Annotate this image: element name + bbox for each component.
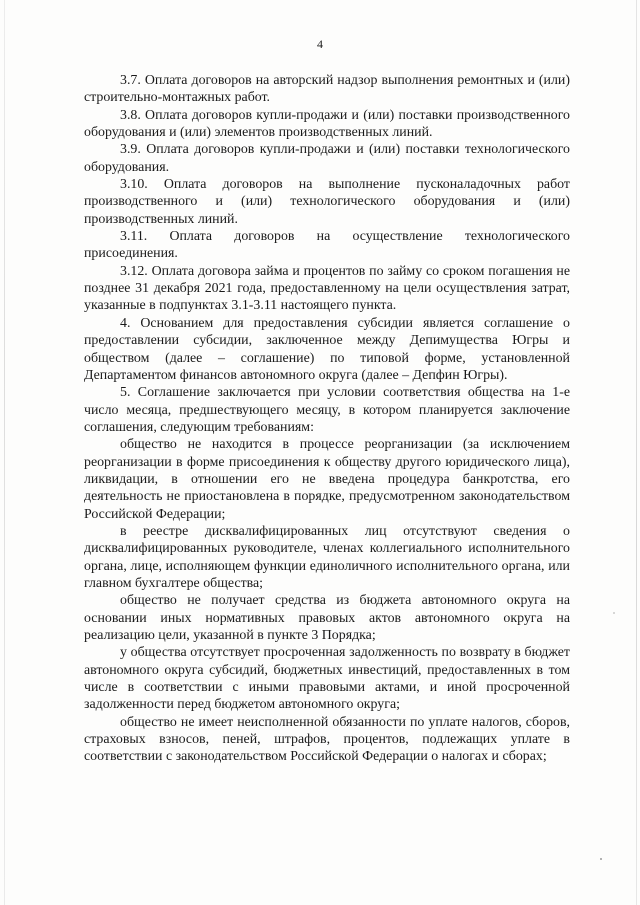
- scan-edge-left: [4, 0, 5, 905]
- paragraph-5: 5. Соглашение заключается при условии соответствия общества на 1-е число месяца, предшествующего месяцу, в котором планируется заключение соглашения, следующим требованиям:: [84, 385, 570, 435]
- document-body: [84, 72, 570, 766]
- paragraph-3-11: 3.11. Оплата договоров на осуществление технологического присоединения.: [84, 229, 570, 262]
- requirement-no-disqualified-persons: в реестре дисквалифицированных лиц отсутствуют сведения о дисквалифицированных руководителе, членах коллегиального исполнительного органа, лице, исполняющем функции единоличного исполнительного органа, или главном бухгалтере общества;: [84, 523, 570, 591]
- paragraph-3-7: 3.7. Оплата договоров на авторский надзор выполнения ремонтных и (или) строительно-монтажных работ.: [84, 73, 570, 106]
- requirement-no-overdue-debt: у общества отсутствует просроченная задолженность по возврату в бюджет автономного округа субсидий, бюджетных инвестиций, предоставленных в том числе в соответствии с иными правовыми актами, и иной просроченной задолженности перед бюджетом автономного округа;: [84, 645, 570, 713]
- requirement-no-tax-obligations: общество не имеет неисполненной обязанности по уплате налогов, сборов, страховых взносов, пеней, штрафов, процентов, подлежащих уплате в соответствии с законодательством Российской Федерации о налогах и сборах;: [84, 714, 570, 765]
- page-number: 4: [317, 37, 323, 51]
- paragraph-3-12: 3.12. Оплата договора займа и процентов по займу со сроком погашения не позднее 31 декабря 2021 года, предоставленному на цели осуществления затрат, указанные в подпунктах 3.1-3.11 настоящего пункта.: [84, 263, 570, 314]
- scan-speck: [600, 858, 602, 860]
- requirement-no-other-budget-funds: общество не получает средства из бюджета автономного округа на основании иных нормативных правовых актов автономного округа на реализацию цели, указанной в пункте 3 Порядка;: [84, 593, 570, 643]
- paragraph-4: 4. Основанием для предоставления субсидии является соглашение о предоставлении субсидии, заключенное между Депимущества Югры и обществом (далее – соглашение) по типовой форме, установленной Департаментом финансов автономного округа (далее – Депфин Югры).: [84, 315, 570, 383]
- scan-speck: [613, 612, 615, 614]
- scan-edge-right: [636, 0, 637, 905]
- requirement-no-reorganization: общество не находится в процессе реорганизации (за исключением реорганизации в форме присоединения к обществу другого юридического лица), ликвидации, в отношении его не введена процедура банкротства, его деятельность не приостановлена в порядке, предусмотренном законодательством Российской Федерации;: [84, 437, 570, 522]
- paragraph-3-8: 3.8. Оплата договоров купли-продажи и (или) поставки производственного оборудования и (или) элементов производственных линий.: [84, 107, 570, 141]
- paragraph-3-9: 3.9. Оплата договоров купли-продажи и (или) поставки технологического оборудования.: [84, 142, 570, 175]
- paragraph-3-10: 3.10. Оплата договоров на выполнение пусконаладочных работ производственного и (или) технологического оборудования и (или) производственных линий.: [84, 177, 570, 227]
